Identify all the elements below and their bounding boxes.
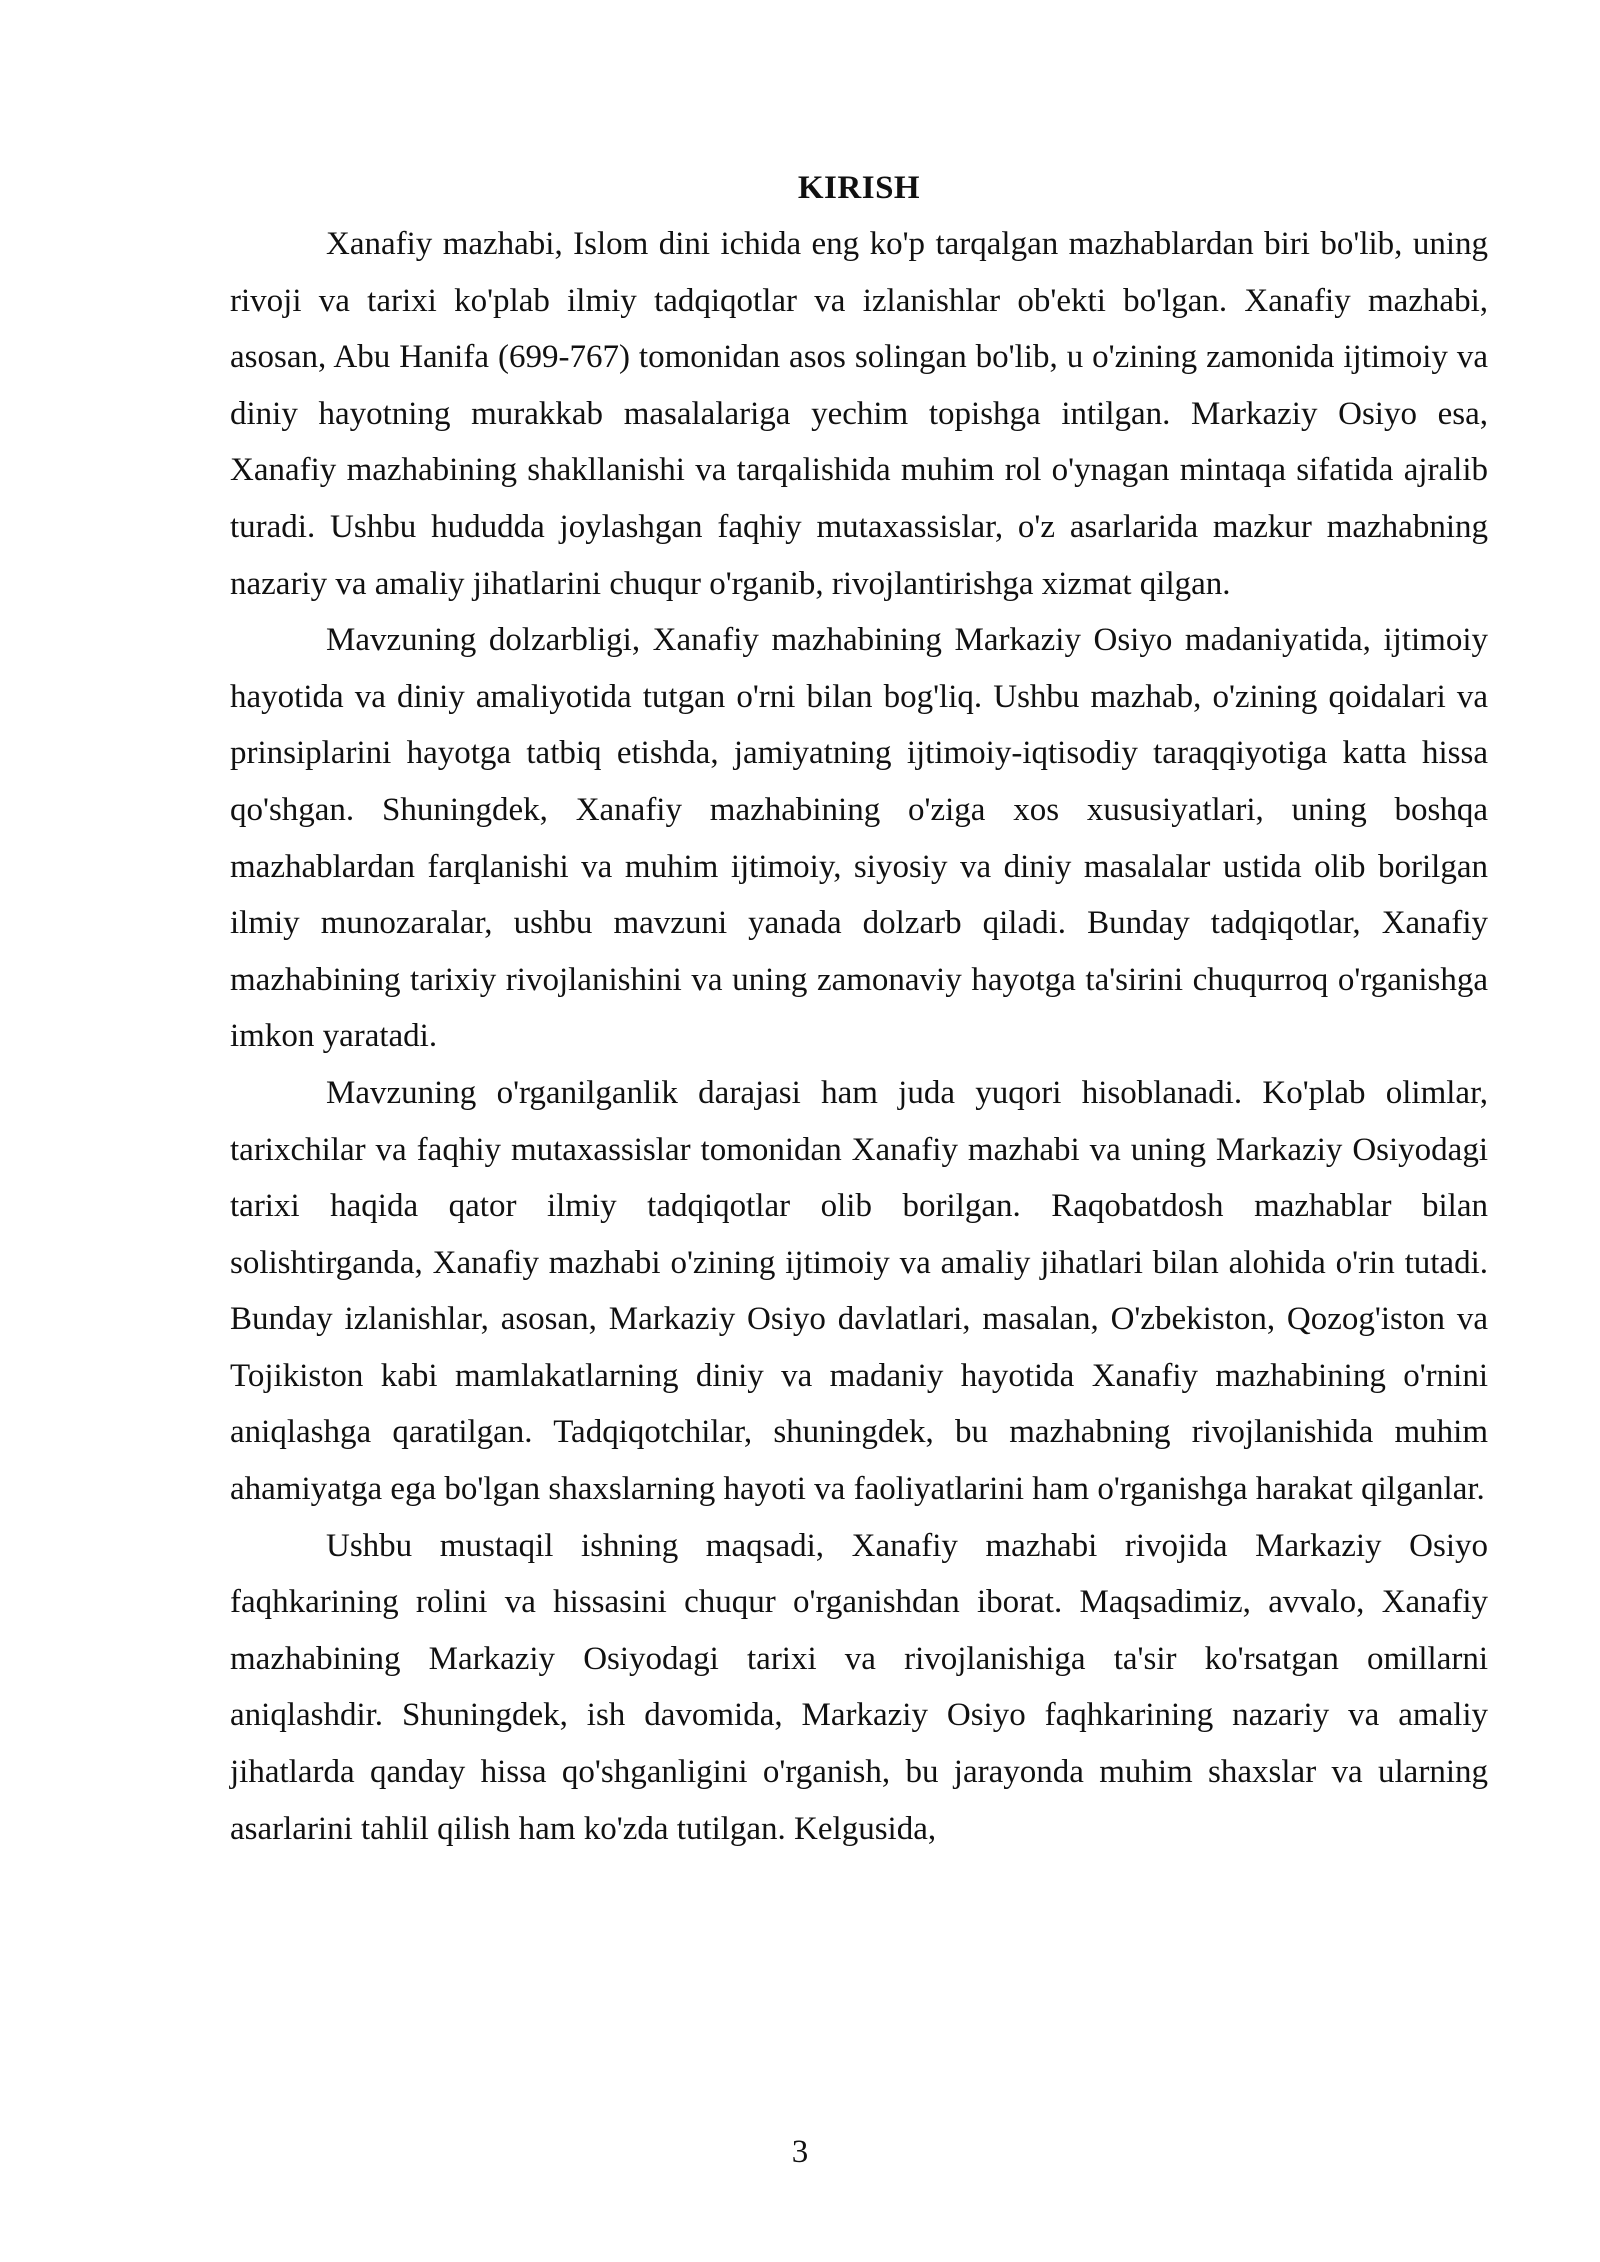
paragraph-relevance: Mavzuning dolzarbligi, Xanafiy mazhabining Markaziy Osiyo madaniyatida, ijtimoiy hayotida va diniy amaliyotida tutgan o'rni bilan bog'liq. Ushbu mazhab, o'zining qoidalari va prinsiplarini hayotga tatbiq etishda, jamiyatning ijtimoiy-iqtisodiy taraqqiyotiga katta hissa qo'shgan. Shuningdek, Xanafiy mazhabining o'ziga xos xususiyatlari, uning boshqa mazhablardan farqlanishi va muhim ijtimoiy, siyosiy va diniy masalalar ustida olib borilgan ilmiy munozaralar, ushbu mavzuni yanada dolzarb qiladi. Bunday tadqiqotlar, Xanafiy mazhabining tarixiy rivojlanishini va uning zamonaviy hayotga ta'sirini chuqurroq o'rganishga imkon yaratadi. xyxy=(230,622,1488,1055)
page-title: KIRISH xyxy=(797,170,921,206)
page-number: 3 xyxy=(791,2134,809,2170)
paragraph-goal: Ushbu mustaqil ishning maqsadi, Xanafiy mazhabi rivojida Markaziy Osiyo faqhkarining rolini va hissasini chuqur o'rganishdan iborat. Maqsadimiz, avvalo, Xanafiy mazhabining Markaziy Osiyodagi tarixi va rivojlanishiga ta'sir ko'rsatgan omillarni aniqlashdir. Shuningdek, ish davomida, Markaziy Osiyo faqhkarining nazariy va amaliy jihatlarda qanday hissa qo'shganligini o'rganish, bu jarayonda muhim shaxslar va ularning asarlarini tahlil qilish ham ko'zda tutilgan. Kelgusida, xyxy=(230,1527,1488,1847)
paragraph-introduction: Xanafiy mazhabi, Islom dini ichida eng ko'p tarqalgan mazhablardan biri bo'lib, uning rivoji va tarixi ko'plab ilmiy tadqiqotlar va izlanishlar ob'ekti bo'lgan. Xanafiy mazhabi, asosan, Abu Hanifa (699-767) tomonidan asos solingan bo'lib, u o'zining zamonida ijtimoiy va diniy hayotning murakkab masalalariga yechim topishga intilgan. Markaziy Osiyo esa, Xanafiy mazhabining shakllanishi va tarqalishida muhim rol o'ynagan mintaqa sifatida ajralib turadi. Ushbu hududda joylashgan faqhiy mutaxassislar, o'z asarlarida mazkur mazhabning nazariy va amaliy jihatlarini chuqur o'rganib, rivojlantirishga xizmat qilgan. xyxy=(230,226,1488,602)
paragraph-study-degree: Mavzuning o'rganilganlik darajasi ham juda yuqori hisoblanadi. Ko'plab olimlar, tarixchilar va faqhiy mutaxassislar tomonidan Xanafiy mazhabi va uning Markaziy Osiyodagi tarixi haqida qator ilmiy tadqiqotlar olib borilgan. Raqobatdosh mazhablar bilan solishtirganda, Xanafiy mazhabi o'zining ijtimoiy va amaliy jihatlari bilan alohida o'rin tutadi. Bunday izlanishlar, asosan, Markaziy Osiyo davlatlari, masalan, O'zbekiston, Qozog'iston va Tojikiston kabi mamlakatlarning diniy va madaniy hayotida Xanafiy mazhabining o'rnini aniqlashga qaratilgan. Tadqiqotchilar, shuningdek, bu mazhabning rivojlanishida muhim ahamiyatga ega bo'lgan shaxslarning hayoti va faoliyatlarini ham o'rganishga harakat qilganlar. xyxy=(230,1074,1488,1508)
page-content xyxy=(230,160,1488,1857)
